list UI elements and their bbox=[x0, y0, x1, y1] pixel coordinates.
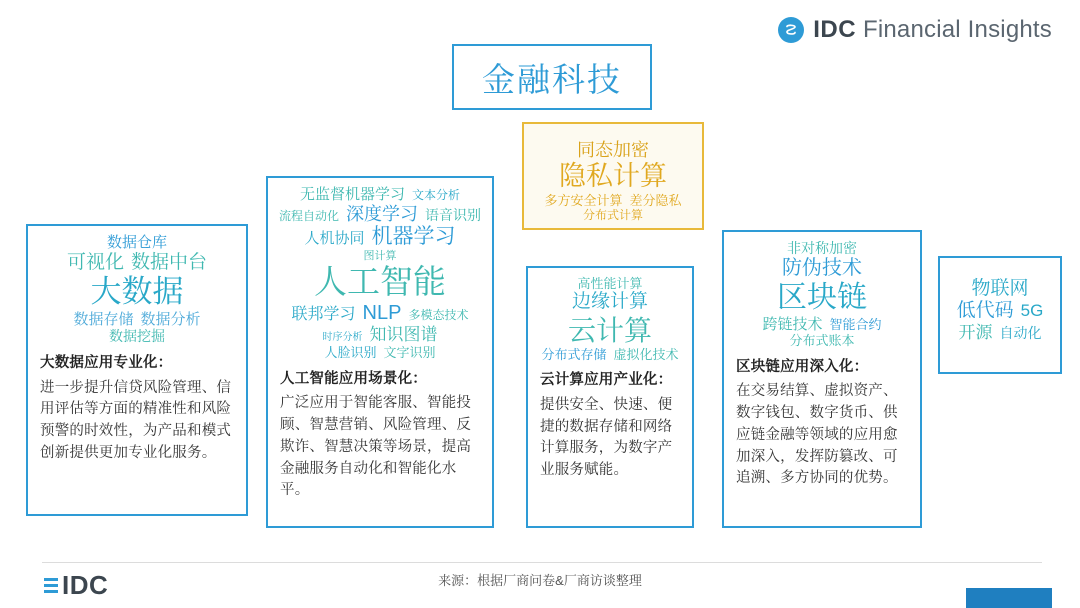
word-cloud-row bbox=[940, 278, 1060, 300]
brand-title bbox=[813, 16, 1052, 44]
panel-ai-description bbox=[268, 369, 492, 513]
panel-ai-body: 广泛应用于智能客服、智能投顾、智慧营销、风险管理、反欺诈、智慧决策等场景，提高金融服务自动化和智能化水平。 bbox=[280, 395, 472, 499]
word-cloud-term: 文字识别 bbox=[383, 345, 436, 361]
word-cloud-term: 开源 bbox=[958, 322, 993, 342]
word-cloud-term: NLP bbox=[362, 301, 402, 324]
word-cloud-term: 多方安全计算 bbox=[544, 193, 623, 209]
word-cloud-term: 虚拟化技术 bbox=[613, 346, 679, 362]
word-cloud-term: 人脸识别 bbox=[324, 345, 377, 361]
word-cloud-term: 5G bbox=[1020, 301, 1044, 321]
word-cloud-term: 高性能计算 bbox=[577, 276, 643, 291]
word-cloud-term: 分布式存储 bbox=[541, 346, 607, 362]
word-cloud-privacy-computing bbox=[524, 132, 702, 223]
word-cloud-term: 边缘计算 bbox=[571, 291, 648, 313]
word-cloud-row bbox=[724, 333, 920, 348]
word-cloud-term: 防伪技术 bbox=[782, 256, 862, 279]
panel-ai-heading: 人工智能应用场景化： bbox=[280, 370, 427, 387]
word-cloud-term: 数据中台 bbox=[131, 251, 208, 273]
word-cloud-row bbox=[524, 140, 702, 161]
word-cloud-term: 多模态技术 bbox=[408, 307, 469, 322]
word-cloud-term: 深度学习 bbox=[346, 203, 418, 224]
panel-big-data bbox=[26, 224, 248, 516]
word-cloud-term: 智能合约 bbox=[829, 316, 882, 332]
word-cloud-term: 大数据 bbox=[90, 274, 184, 310]
panel-cloud-heading: 云计算应用产业化： bbox=[540, 372, 673, 389]
panel-cloud-body: 提供安全、快速、便捷的数据存储和网络计算服务，为数字产业服务赋能。 bbox=[540, 396, 673, 479]
word-cloud-row bbox=[28, 252, 246, 274]
word-cloud-term: 同态加密 bbox=[577, 140, 649, 160]
word-cloud-term: 非对称加密 bbox=[787, 240, 857, 256]
word-cloud-big-data bbox=[28, 226, 246, 345]
word-cloud-row bbox=[268, 250, 492, 263]
word-cloud-term: 云计算 bbox=[567, 314, 652, 346]
word-cloud-row bbox=[940, 323, 1060, 343]
word-cloud-term: 数据存储 bbox=[73, 310, 134, 328]
idc-circle-logo-icon bbox=[778, 17, 804, 43]
panel-cloud-description bbox=[528, 370, 692, 492]
word-cloud-row bbox=[28, 328, 246, 345]
word-cloud-term: 自动化 bbox=[999, 324, 1042, 341]
word-cloud-row bbox=[524, 208, 702, 222]
word-cloud-row bbox=[724, 280, 920, 315]
word-cloud-term: 流程自动化 bbox=[278, 208, 339, 223]
word-cloud-term: 联邦学习 bbox=[291, 305, 356, 323]
panel-iot bbox=[938, 256, 1062, 374]
word-cloud-artificial-intelligence bbox=[268, 178, 492, 361]
panel-blockchain-description bbox=[724, 357, 920, 501]
panel-big-data-description bbox=[28, 353, 246, 475]
word-cloud-term: 语音识别 bbox=[425, 206, 481, 223]
panel-cloud-computing bbox=[526, 266, 694, 528]
source-note: 来源：根据厂商问卷&厂商访谈整理 bbox=[438, 573, 642, 588]
panel-blockchain-heading: 区块链应用深入化： bbox=[736, 358, 869, 375]
panel-big-data-body: 进一步提升信贷风险管理、信用评估等方面的精准性和风险预警的时效性，为产品和模式创新提供更加专业化服务。 bbox=[40, 379, 232, 461]
word-cloud-row bbox=[268, 302, 492, 326]
word-cloud-row bbox=[268, 204, 492, 225]
word-cloud-row bbox=[528, 347, 692, 362]
word-cloud-term: 数据挖掘 bbox=[109, 328, 165, 345]
word-cloud-row bbox=[268, 225, 492, 250]
word-cloud-term: 文本分析 bbox=[412, 188, 461, 202]
word-cloud-term: 知识图谱 bbox=[369, 325, 438, 345]
page-title bbox=[452, 44, 652, 110]
word-cloud-term: 分布式计算 bbox=[582, 208, 643, 223]
word-cloud-row bbox=[724, 316, 920, 334]
brand-header bbox=[778, 16, 1052, 44]
word-cloud-row bbox=[268, 325, 492, 345]
word-cloud-term: 可视化 bbox=[66, 251, 124, 273]
word-cloud-term: 低代码 bbox=[956, 300, 1014, 322]
panel-privacy-computing bbox=[522, 122, 704, 230]
word-cloud-term: 隐私计算 bbox=[559, 161, 667, 192]
corner-accent-block bbox=[966, 588, 1052, 608]
footer-divider bbox=[42, 562, 1042, 563]
panel-blockchain-body: 在交易结算、虚拟资产、数字钱包、数字货币、供应链金融等领域的应用愈加深入，发挥防篡改、可追溯、多方协同的优势。 bbox=[736, 383, 898, 487]
panel-artificial-intelligence bbox=[266, 176, 494, 528]
word-cloud-row bbox=[940, 300, 1060, 322]
word-cloud-row bbox=[528, 276, 692, 291]
word-cloud-term: 人机协同 bbox=[304, 229, 365, 247]
word-cloud-row bbox=[724, 240, 920, 257]
word-cloud-term: 区块链 bbox=[777, 281, 867, 315]
word-cloud-row bbox=[524, 193, 702, 208]
word-cloud-row bbox=[28, 274, 246, 311]
word-cloud-row bbox=[268, 186, 492, 204]
word-cloud-row bbox=[268, 263, 492, 302]
brand-suffix: Financial Insights bbox=[862, 16, 1052, 43]
word-cloud-term: 时序分析 bbox=[322, 332, 363, 344]
word-cloud-cloud-computing bbox=[528, 268, 692, 362]
panel-big-data-heading: 大数据应用专业化： bbox=[40, 354, 173, 371]
word-cloud-term: 跨链技术 bbox=[762, 315, 823, 333]
word-cloud-term: 无监督机器学习 bbox=[299, 186, 405, 203]
word-cloud-term: 物联网 bbox=[971, 278, 1029, 299]
word-cloud-row bbox=[524, 161, 702, 193]
word-cloud-term: 数据仓库 bbox=[106, 234, 167, 251]
word-cloud-row bbox=[28, 234, 246, 252]
brand-name: IDC bbox=[813, 16, 857, 43]
word-cloud-row bbox=[528, 291, 692, 313]
word-cloud-row bbox=[724, 257, 920, 281]
page-title-text: 金融科技 bbox=[482, 60, 622, 98]
word-cloud-row bbox=[28, 311, 246, 329]
word-cloud-term: 分布式账本 bbox=[789, 333, 855, 349]
word-cloud-term: 差分隐私 bbox=[629, 193, 682, 209]
word-cloud-row bbox=[528, 314, 692, 347]
footer-logo-text: IDC bbox=[62, 570, 109, 600]
word-cloud-iot bbox=[940, 270, 1060, 343]
word-cloud-term: 图计算 bbox=[363, 249, 397, 262]
panel-blockchain bbox=[722, 230, 922, 528]
word-cloud-term: 机器学习 bbox=[371, 224, 456, 248]
word-cloud-term: 人工智能 bbox=[314, 262, 446, 300]
word-cloud-blockchain bbox=[724, 232, 920, 349]
word-cloud-term: 数据分析 bbox=[140, 310, 201, 328]
word-cloud-row bbox=[268, 345, 492, 360]
